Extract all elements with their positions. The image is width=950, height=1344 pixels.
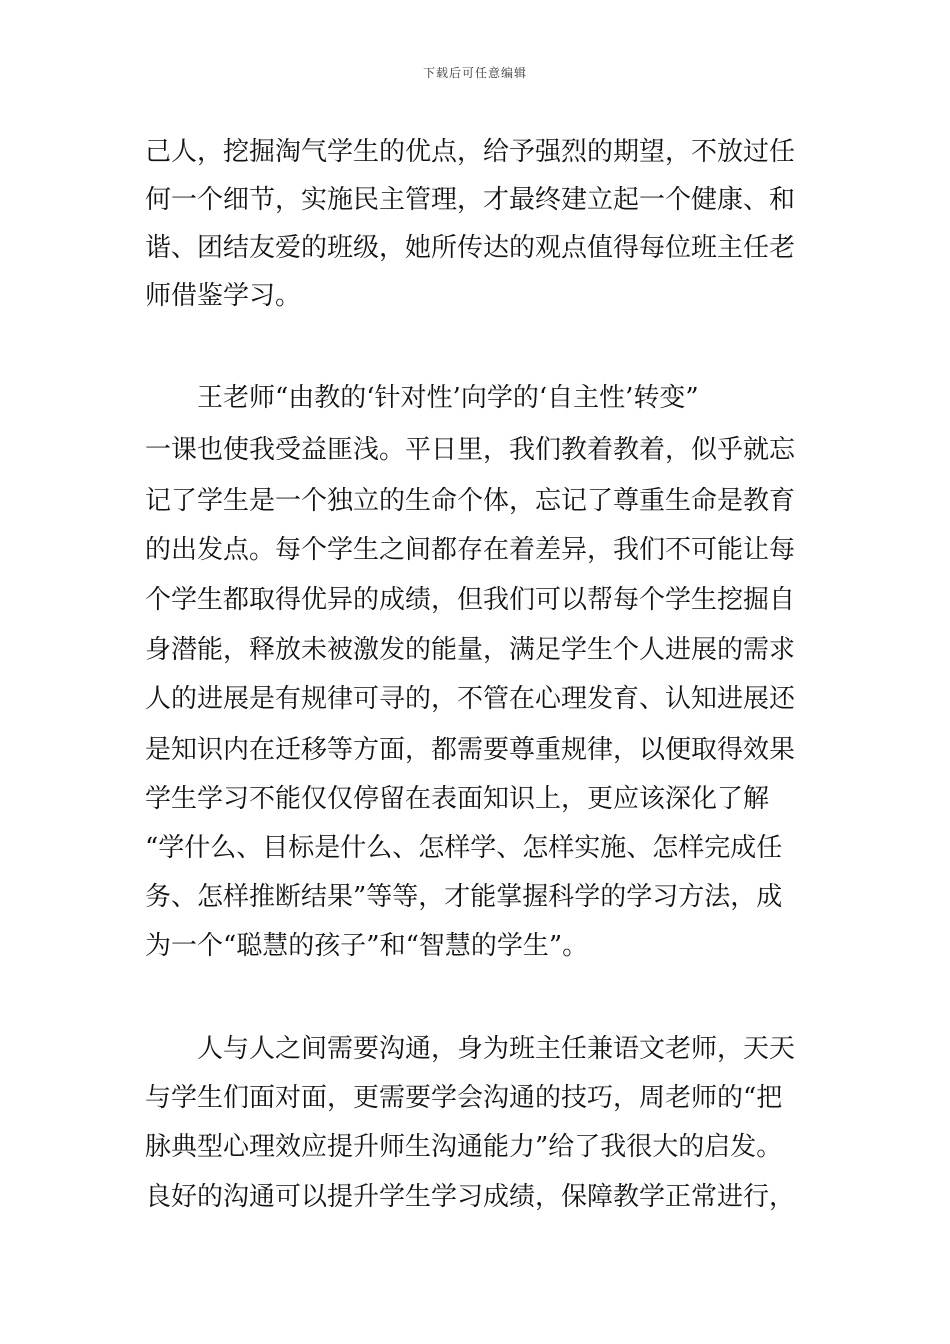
- paragraph-2-line-11: 务、怎样推断结果”等等，才能掌握科学的学习方法，成: [145, 882, 783, 912]
- paragraph-2-line-10: “学什么、目标是什么、怎样学、怎样实施、怎样完成任: [145, 833, 783, 863]
- paragraph-2-line-3: 记了学生是一个独立的生命个体，忘记了尊重生命是教育: [145, 486, 796, 516]
- paragraph-3-line-1: 人与人之间需要沟通，身为班主任兼语文老师，天天: [197, 1034, 796, 1064]
- paragraph-2-line-1: 王老师“由教的‘针对性’向学的‘自主性’转变”: [197, 383, 699, 413]
- paragraph-2-line-4: 的出发点。每个学生之间都存在着差异，我们不可能让每: [145, 535, 796, 565]
- paragraph-2-line-6: 身潜能，释放未被激发的能量，满足学生个人进展的需求: [145, 635, 796, 665]
- paragraph-3-line-2: 与学生们面对面，更需要学会沟通的技巧，周老师的“把: [145, 1083, 783, 1113]
- paragraph-2-line-9: 学生学习不能仅仅停留在表面知识上，更应该深化了解: [145, 784, 770, 814]
- paragraph-2-line-8: 是知识内在迁移等方面，都需要尊重规律，以便取得效果: [145, 735, 796, 765]
- paragraph-3-line-3: 脉典型心理效应提升师生沟通能力”给了我很大的启发。: [145, 1132, 783, 1162]
- paragraph-1-line-3: 谐、团结友爱的班级，她所传达的观点值得每位班主任老: [145, 233, 796, 263]
- page-header: 下载后可任意编辑: [422, 66, 527, 80]
- paragraph-2-line-2: 一课也使我受益匪浅。平日里，我们教着教着，似乎就忘: [145, 435, 796, 465]
- paragraph-1-line-2: 何一个细节，实施民主管理，才最终建立起一个健康、和: [145, 185, 796, 215]
- paragraph-2-line-12: 为一个“聪慧的孩子”和“智慧的学生”。: [145, 931, 589, 961]
- paragraph-1-line-4: 师借鉴学习。: [145, 281, 302, 311]
- paragraph-2-line-5: 个学生都取得优异的成绩，但我们可以帮每个学生挖掘自: [145, 585, 796, 615]
- paragraph-1-line-1: 己人，挖掘淘气学生的优点，给予强烈的期望，不放过任: [145, 137, 796, 167]
- paragraph-2-line-7: 人的进展是有规律可寻的，不管在心理发育、认知进展还: [145, 684, 796, 714]
- paragraph-3-line-4: 良好的沟通可以提升学生学习成绩，保障教学正常进行，: [145, 1182, 796, 1212]
